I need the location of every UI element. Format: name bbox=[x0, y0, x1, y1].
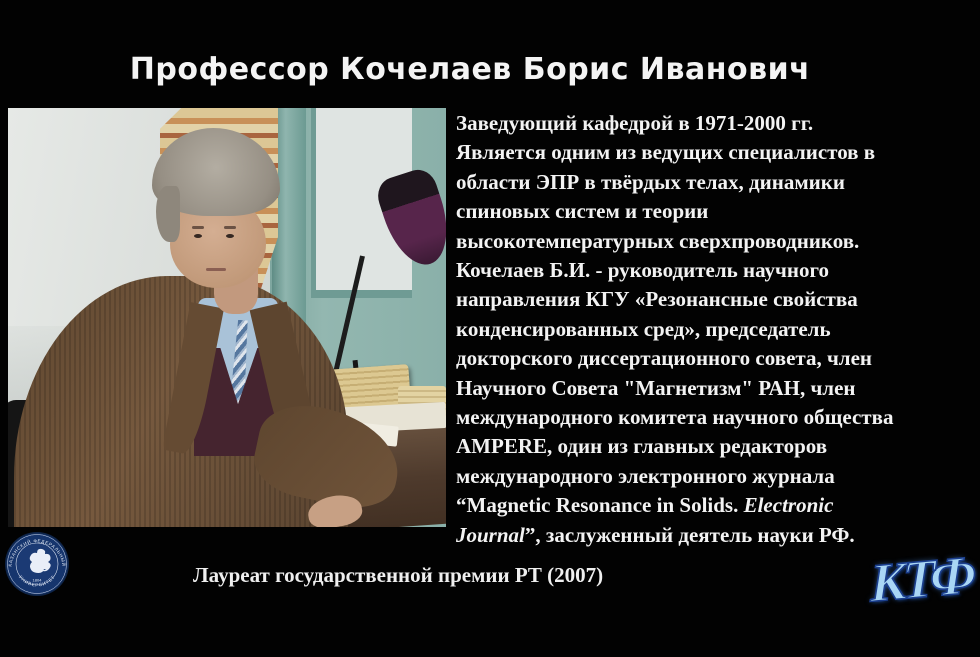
page-title: Профессор Кочелаев Борис Иванович bbox=[129, 52, 811, 87]
bio-line-journal-end bbox=[456, 521, 976, 550]
kfu-logo-ring-text-bottom: УНИВЕРСИТЕТ bbox=[17, 574, 57, 588]
bio-line: Кочелаев Б.И. - руководитель научного bbox=[456, 258, 829, 283]
bio-line: Является одним из ведущих специалистов в bbox=[456, 140, 876, 165]
bio-line-journal-title bbox=[456, 491, 976, 520]
photo-man-hair-side bbox=[156, 186, 180, 242]
bio-line: спиновых систем и теории bbox=[456, 199, 709, 224]
bio-line: конденсированных сред», председатель bbox=[456, 316, 831, 341]
photo-man-eye-left bbox=[194, 234, 202, 238]
bio-line: международного электронного журнала bbox=[456, 463, 835, 488]
kfu-university-logo bbox=[4, 531, 70, 597]
bio-line: международного комитета научного общества bbox=[456, 405, 894, 430]
bio-journal-suffix: ”, заслуженный деятель науки РФ. bbox=[524, 522, 855, 547]
bio-line: Научного Совета "Магнетизм" РАН, член bbox=[456, 375, 856, 400]
bio-line: докторского диссертационного совета, член bbox=[456, 346, 873, 371]
laureate-caption: Лауреат государственной премии РТ (2007) bbox=[193, 563, 604, 587]
bio-line: направления КГУ «Резонансные свойства bbox=[456, 287, 858, 312]
photo-man-eyebrow-left bbox=[192, 226, 204, 229]
photo-man-eye-right bbox=[226, 234, 234, 238]
bio-journal-italic-2: Journal bbox=[456, 522, 525, 547]
ktf-department-logo: КТФ bbox=[869, 544, 973, 614]
bio-line: области ЭПР в твёрдых телах, динамики bbox=[456, 169, 845, 194]
bio-line: высокотемпературных сверхпроводников. bbox=[456, 228, 860, 253]
professor-photo bbox=[8, 108, 446, 527]
kfu-logo-ring-text-top: КАЗАНСКИЙ ФЕДЕРАЛЬНЫЙ bbox=[7, 538, 67, 567]
photo-man-eyebrow-right bbox=[224, 226, 236, 229]
kfu-logo-year: 1804 bbox=[32, 577, 42, 583]
photo-man-mouth bbox=[206, 268, 226, 271]
bio-line: AMPERE, один из главных редакторов bbox=[456, 434, 828, 459]
bio-text-block bbox=[456, 109, 976, 550]
bio-journal-prefix: “Magnetic Resonance in Solids. bbox=[456, 493, 744, 518]
bio-line: Заведующий кафедрой в 1971-2000 гг. bbox=[456, 111, 814, 135]
bio-journal-italic: Electronic bbox=[743, 493, 834, 518]
